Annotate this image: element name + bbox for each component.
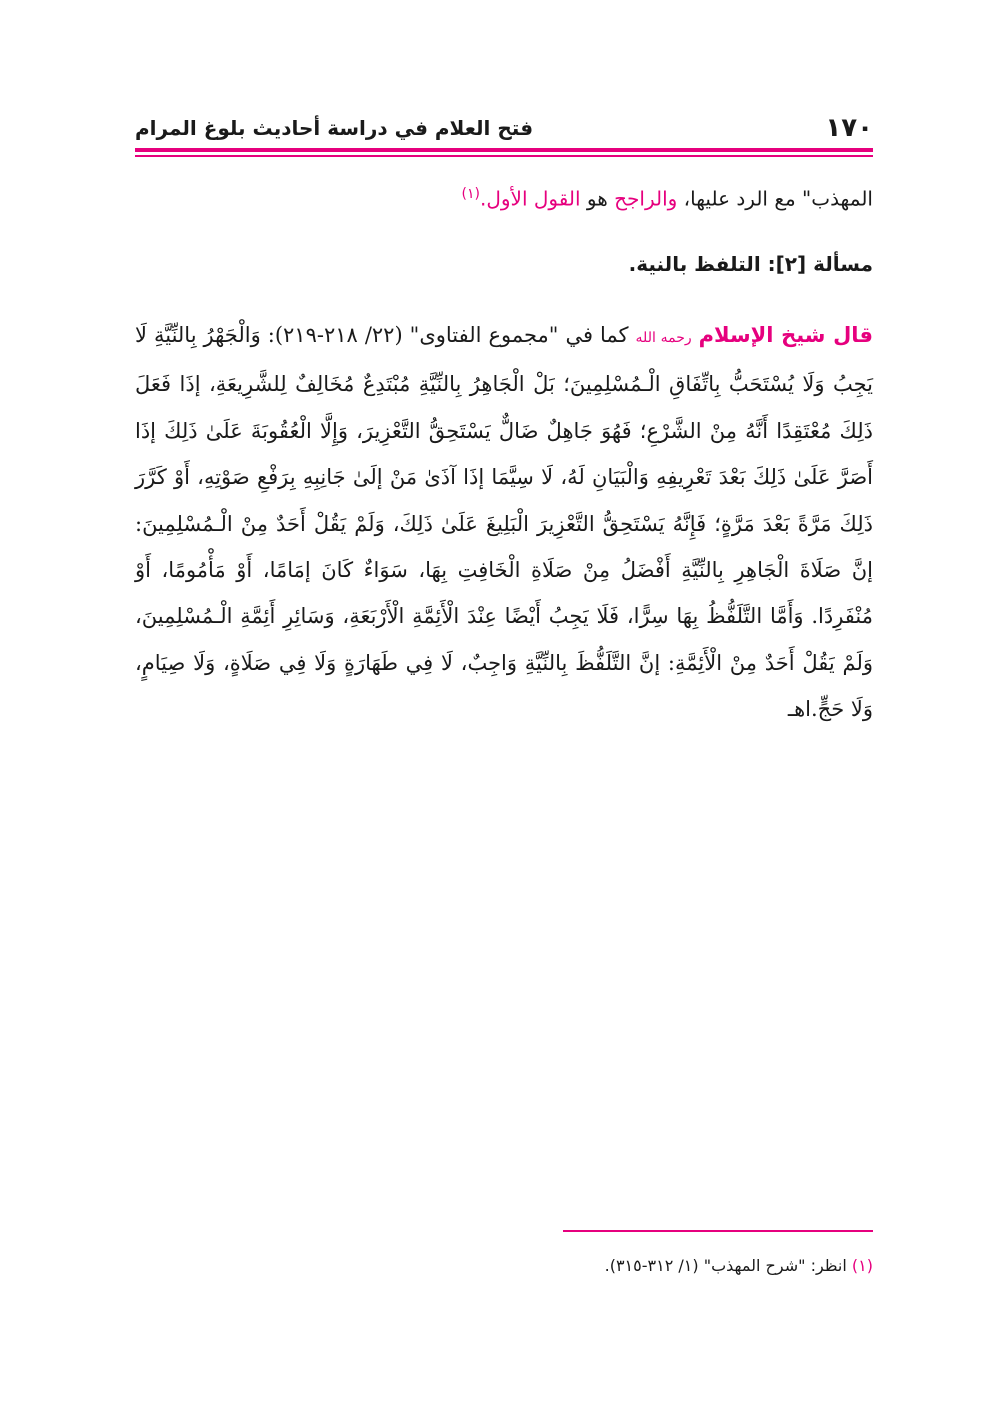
- quote-speaker: قال شيخ الإسلام: [698, 323, 873, 347]
- page-number: ١٧٠: [825, 113, 873, 143]
- running-title: فتح العلام في دراسة أحاديث بلوغ المرام: [135, 116, 534, 140]
- quoted-passage: [135, 312, 873, 733]
- header-rule-thin: [135, 155, 873, 157]
- page-header: [135, 108, 873, 148]
- footnote-reference[interactable]: (١): [461, 186, 480, 202]
- quote-source: كما في "مجموع الفتاوى" (٢٢/ ٢١٨-٢١٩):: [267, 323, 629, 347]
- main-text: [135, 172, 873, 733]
- intro-text-before: المهذب" مع الرد عليها،: [683, 186, 873, 211]
- header-rule-thick: [135, 148, 873, 152]
- intro-paragraph: [135, 172, 873, 216]
- footnote-separator: [563, 1230, 873, 1232]
- issue-heading: مسألة [٢]: التلفظ بالنية.: [628, 252, 873, 276]
- quote-text: وَالْجَهْرُ بِالنِّيَّةِ لَا يَجِبُ وَلَا يُسْتَحَبُّ بِاتِّفَاقِ الْـمُسْلِمِينَ؛ بَلْ الْجَاهِرُ بِالنِّيَّةِ مُبْتَدِعٌ مُخَالِفٌ لِلشَّرِيعَةِ، إذَا فَعَلَ ذَلِكَ مُعْتَقِدًا أَنَّهُ مِنْ الشَّرْعِ؛ فَهُوَ جَاهِلٌ ضَالٌّ يَسْتَحِقُّ التَّعْزِيرَ، وَإِلَّا الْعُقُوبَةَ عَلَىٰ ذَلِكَ إذَا أَصَرَّ عَلَىٰ ذَلِكَ بَعْدَ تَعْرِيفِهِ وَالْبَيَانِ لَهُ، لَا سِيَّمَا إذَا آذَىٰ مَنْ إلَىٰ جَانِبِهِ بِرَفْعِ صَوْتِهِ، أَوْ كَرَّرَ ذَلِكَ مَرَّةً بَعْدَ مَرَّةٍ؛ فَإِنَّهُ يَسْتَحِقُّ التَّعْزِيرَ الْبَلِيغَ عَلَىٰ ذَلِكَ، وَلَمْ يَقُلْ أَحَدٌ مِنْ الْـمُسْلِمِينَ: إنَّ صَلَاةَ الْجَاهِرِ بِالنِّيَّةِ أَفْضَلُ مِنْ صَلَاةِ الْخَافِتِ بِهَا، سَوَاءٌ كَانَ إمَامًا، أَوْ مَأْمُومًا، أَوْ مُنْفَرِدًا. وَأَمَّا التَّلَفُّظُ بِهَا سِرًّا، فَلَا يَجِبُ أَيْضًا عِنْدَ الْأَئِمَّةِ الْأَرْبَعَةِ، وَسَائِرِ أَئِمَّةِ الْـمُسْلِمِينَ، وَلَمْ يَقُلْ أَحَدٌ مِنْ الْأَئِمَّةِ: إنَّ التَّلَفُّظَ بِالنِّيَّةِ وَاجِبٌ، لَا فِي طَهَارَةٍ وَلَا فِي صَلَاةٍ، وَلَا صِيَامٍ، وَلَا حَجٍّ.اهـ: [135, 323, 873, 722]
- intro-highlight-preferred: والراجح: [614, 186, 678, 211]
- honorific-mark: رحمه الله: [635, 330, 692, 346]
- footnote-number: (١): [851, 1256, 873, 1275]
- intro-highlight-first-opinion: القول الأول.: [480, 186, 581, 211]
- intro-text-middle: هو: [586, 186, 608, 211]
- footnote: [135, 1252, 873, 1280]
- footnote-text: انظر: "شرح المهذب" (١/ ٣١٢-٣١٥).: [604, 1256, 847, 1275]
